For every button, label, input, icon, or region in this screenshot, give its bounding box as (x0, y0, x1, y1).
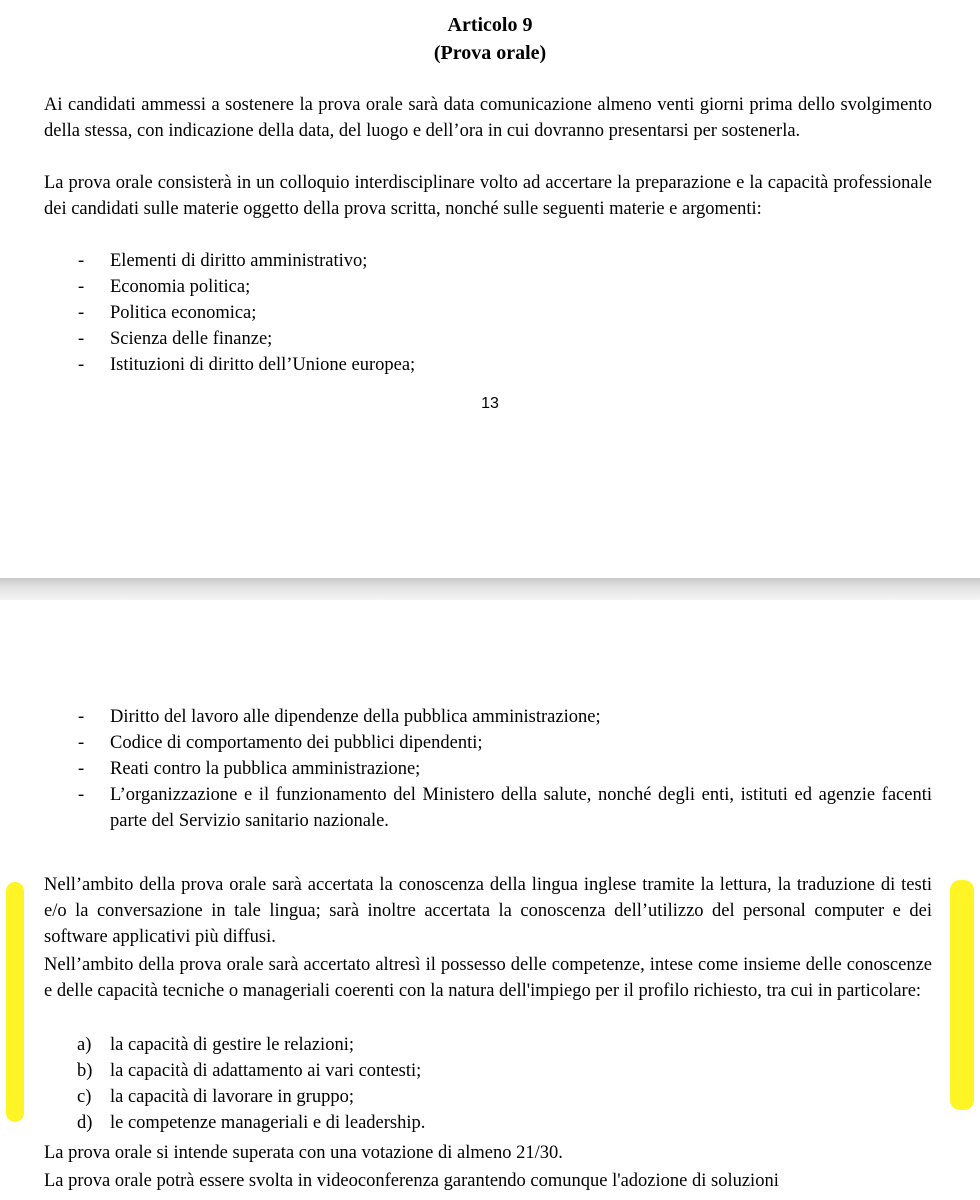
list-item: - Scienza delle finanze; (44, 326, 932, 352)
list-marker: a) (77, 1035, 92, 1055)
topics-list-page2 (44, 704, 932, 834)
highlighter-mark-right (950, 880, 974, 1110)
article-subtitle: (Prova orale) (433, 42, 547, 64)
list-item: d) le competenze manageriali e di leadership. (44, 1110, 932, 1136)
list-item: a) la capacità di gestire le relazioni; (44, 1032, 932, 1058)
bullet-dash: - (78, 303, 85, 323)
list-item: b) la capacità di adattamento ai vari contesti; (44, 1058, 932, 1084)
paragraph-videoconference: La prova orale potrà essere svolta in videoconferenza garantendo comunque l'adozione di soluzioni (44, 1171, 779, 1191)
bullet-dash: - (78, 733, 85, 753)
bullet-dash: - (78, 707, 85, 727)
paragraph-oral-exam-content: La prova orale consisterà in un colloquio interdisciplinare volto ad accertare la preparazione e la capacità professionale dei candidati sulle materie oggetto della prova scritta, nonché sulle seguenti materie e argomenti: (44, 173, 932, 219)
competences-list (44, 1032, 932, 1136)
article-title: Articolo 9 (447, 14, 533, 36)
list-item: c) la capacità di lavorare in gruppo; (44, 1084, 932, 1110)
list-item: - Economia politica; (44, 274, 932, 300)
bullet-dash: - (78, 251, 85, 271)
list-item: - Codice di comportamento dei pubblici dipendenti; (44, 730, 932, 756)
bullet-dash: - (78, 759, 85, 779)
paragraph-convocation: Ai candidati ammessi a sostenere la prova orale sarà data comunicazione almeno venti giorni prima dello svolgimento della stessa, con indicazione della data, del luogo e dell’ora in cui dovranno presentarsi per sostenerla. (44, 95, 932, 141)
bullet-dash: - (78, 355, 85, 375)
document-page-14 (0, 600, 980, 1200)
bullet-dash: - (78, 329, 85, 349)
list-marker: c) (77, 1087, 92, 1107)
list-item: - Diritto del lavoro alle dipendenze della pubblica amministrazione; (44, 704, 932, 730)
list-item: - Politica economica; (44, 300, 932, 326)
bullet-dash: - (78, 277, 85, 297)
list-item: - Elementi di diritto amministrativo; (44, 248, 932, 274)
list-item: - Reati contro la pubblica amministrazione; (44, 756, 932, 782)
list-marker: d) (77, 1113, 93, 1133)
paragraph-passing-score: La prova orale si intende superata con una votazione di almeno 21/30. (44, 1143, 563, 1163)
highlighter-mark-left (6, 882, 24, 1122)
bullet-dash: - (78, 785, 85, 805)
paragraph-english-and-it-skills: Nell’ambito della prova orale sarà accertata la conoscenza della lingua inglese tramite la lettura, la traduzione di testi e/o la conversazione in tale lingua; sarà inoltre accertata la conoscenza dell’utilizzo del personal computer e dei software applicativi più diffusi. (44, 875, 932, 947)
topics-list-page1 (44, 248, 932, 378)
list-marker: b) (77, 1061, 93, 1081)
list-item: - L’organizzazione e il funzionamento del Ministero della salute, nonché degli enti, istituti ed agenzie facenti parte del Servizio sanitario nazionale. (44, 782, 932, 834)
document-page-13 (0, 0, 980, 578)
list-item: - Istituzioni di diritto dell’Unione europea; (44, 352, 932, 378)
page-separator (0, 578, 980, 600)
paragraph-competences: Nell’ambito della prova orale sarà accertato altresì il possesso delle competenze, intese come insieme delle conoscenze e delle capacità tecniche o manageriali coerenti con la natura dell'impiego per il profilo richiesto, tra cui in particolare: (44, 955, 932, 1001)
page-number: 13 (481, 395, 499, 412)
